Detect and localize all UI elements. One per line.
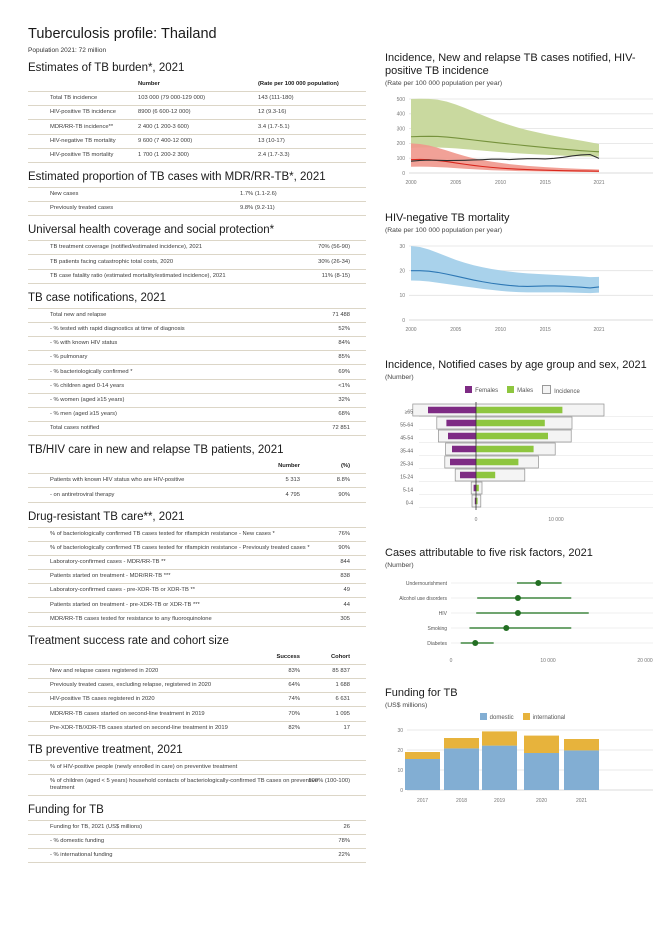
chart-age-sex-pyramid <box>385 359 660 528</box>
row-label: - % pulmonary <box>50 354 88 361</box>
domestic-bar <box>482 746 517 790</box>
estimate-dot <box>472 640 478 646</box>
row-label: - % international funding <box>50 852 113 859</box>
row-label: Laboratory-confirmed cases - MDR/RR-TB ** <box>50 559 166 566</box>
row-label: % of bacteriologically confirmed TB cases tested for rifampicin resistance - Previously treated cases * <box>50 544 310 551</box>
axis-label: ≥65 <box>404 409 413 416</box>
females-bar <box>452 446 476 453</box>
section-preventive <box>28 744 366 796</box>
international-bar <box>482 731 517 745</box>
cell-value: 90% <box>338 544 350 551</box>
legend-item: domestic <box>480 713 514 721</box>
legend-item: Males <box>507 386 533 394</box>
table-row <box>28 821 366 835</box>
table-row <box>28 380 366 394</box>
males-bar <box>476 472 495 479</box>
cell-value: 74% <box>288 696 300 703</box>
table-row <box>28 707 366 721</box>
table-row <box>28 106 366 120</box>
row-label: Total new and relapse <box>50 311 107 318</box>
table-row <box>28 149 366 163</box>
table-row <box>28 351 366 365</box>
cell-value: 9.8% (9.2-11) <box>240 205 275 212</box>
cell-value: 1 095 <box>335 710 350 717</box>
legend-item: Females <box>465 386 498 394</box>
females-bar <box>446 420 476 427</box>
row-label: New cases <box>50 191 79 198</box>
chart-column <box>385 52 660 831</box>
axis-label: Diabetes <box>427 640 447 647</box>
axis-label: 10 000 <box>540 658 556 664</box>
row-label: Patients with known HIV status who are HIV-positive <box>50 477 185 484</box>
section-heading: Treatment success rate and cohort size <box>28 634 229 647</box>
axis-label: 2020 <box>535 798 548 804</box>
table-row <box>28 202 366 216</box>
cell-value: (Rate per 100 000 population) <box>258 81 339 87</box>
table-row <box>28 613 366 627</box>
cell-value: 11% (8-15) <box>321 272 350 279</box>
axis-label: 0 <box>474 517 478 523</box>
table-row <box>28 188 366 202</box>
cell-value: 90% <box>338 491 350 498</box>
axis-label: 2021 <box>575 798 588 804</box>
table-row <box>28 584 366 598</box>
axis-label: 5-14 <box>402 487 413 494</box>
table-row <box>28 135 366 149</box>
chart-risk-factors <box>385 547 660 668</box>
axis-label: 15-24 <box>400 474 413 481</box>
cell-value: 52% <box>338 326 350 333</box>
legend-swatch-icon <box>542 385 551 394</box>
charts <box>385 52 660 812</box>
table-row <box>28 255 366 269</box>
table-row <box>28 270 366 284</box>
axis-label: 0 <box>400 787 403 794</box>
axis-label: 25-34 <box>400 461 413 468</box>
chart-title: Funding for TB <box>385 687 458 699</box>
axis-label: 2021 <box>593 327 605 333</box>
chart-title: Cases attributable to five risk factors, 2021 <box>385 547 593 559</box>
estimate-dot <box>503 625 509 631</box>
cell-value: 1 688 <box>335 682 350 689</box>
table-row <box>28 309 366 323</box>
international-bar <box>405 752 440 759</box>
row-label: MDR/RR-TB incidence** <box>50 123 114 130</box>
chart-subtitle: (Rate per 100 000 population per year) <box>385 227 503 234</box>
column-headers <box>28 78 366 91</box>
section-heading: Funding for TB <box>28 803 104 816</box>
column-headers <box>28 651 366 664</box>
left-column <box>28 26 366 863</box>
cell-value: 85% <box>338 354 350 361</box>
table-row <box>28 570 366 584</box>
section-drtb <box>28 511 366 627</box>
table-row <box>28 542 366 556</box>
axis-label: 2021 <box>593 180 605 186</box>
domestic-bar <box>564 750 599 790</box>
row-label: Pre-XDR-TB/XDR-TB cases started on second-line treatment in 2019 <box>50 724 228 731</box>
table-row <box>28 241 366 255</box>
cell-value: 64% <box>288 682 300 689</box>
age-sex-pyramid-plot <box>385 398 657 528</box>
row-label: MDR/RR-TB cases started on second-line treatment in 2019 <box>50 710 205 717</box>
cell-value: 32% <box>338 396 350 403</box>
row-label: Laboratory-confirmed cases - pre-XDR-TB or XDR-TB ** <box>50 587 195 594</box>
axis-label: 20 <box>397 747 403 754</box>
table-row <box>28 488 366 502</box>
cell-value: 305 <box>340 615 350 622</box>
page-title: Tuberculosis profile: Thailand <box>28 26 217 42</box>
females-bar <box>448 433 476 440</box>
row-label: New and relapse cases registered in 2020 <box>50 668 159 674</box>
axis-label: 0-4 <box>405 500 413 507</box>
left-sections <box>28 62 366 863</box>
cell-value: 2 400 (1 200-3 600) <box>138 123 189 130</box>
axis-label: 35-44 <box>400 448 413 455</box>
cell-value: 100% (100-100) <box>308 778 350 785</box>
estimate-dot <box>515 610 521 616</box>
chart-title: Incidence, Notified cases by age group and sex, 2021 <box>385 359 647 371</box>
row-label: TB treatment coverage (notified/estimated incidence), 2021 <box>50 244 203 251</box>
cell-value: 69% <box>338 368 350 375</box>
axis-label: 2019 <box>493 798 506 804</box>
row-label: TB patients facing catastrophic total costs, 2020 <box>50 258 174 265</box>
males-bar <box>476 446 534 453</box>
table-row <box>28 394 366 408</box>
axis-label: HIV <box>438 610 447 617</box>
males-bar <box>476 485 479 492</box>
axis-label: 20 000 <box>637 658 653 664</box>
females-bar <box>450 459 476 466</box>
table-row <box>28 422 366 436</box>
table-row <box>28 598 366 612</box>
row-label: - on antiretroviral therapy <box>50 491 115 498</box>
axis-label: 100 <box>396 156 405 162</box>
cell-value: 8.8% <box>336 477 350 484</box>
cell-value: 72 851 <box>332 425 350 432</box>
row-label: Previously treated cases <box>50 205 114 212</box>
males-bar <box>476 420 545 427</box>
axis-label: 300 <box>396 126 405 133</box>
axis-label: 2017 <box>416 798 429 804</box>
cell-value: 1 700 (1 200-2 300) <box>138 151 189 158</box>
males-bar <box>476 433 548 440</box>
table-row <box>28 679 366 693</box>
cell-value: 82% <box>288 724 300 731</box>
section-uhc <box>28 224 366 284</box>
section-treatment-success <box>28 635 366 736</box>
axis-label: Undernourishment <box>405 580 447 587</box>
cell-value: 85 837 <box>332 668 350 674</box>
row-label: TB case fatality ratio (estimated mortality/estimated incidence), 2021 <box>50 272 226 279</box>
axis-label: 2015 <box>539 180 551 186</box>
axis-label: 2015 <box>539 327 551 333</box>
cell-value: 30% (26-34) <box>318 258 350 265</box>
row-label: % of children (aged < 5 years) household contacts of bacteriologically-confirmed TB cases on preventive treatment <box>50 778 318 791</box>
row-label: % of bacteriologically confirmed TB cases tested for rifampicin resistance - New cases * <box>50 530 275 537</box>
axis-label: Smoking <box>427 625 447 632</box>
table-row <box>28 92 366 106</box>
row-label: MDR/RR-TB cases tested for resistance to any fluoroquinolone <box>50 615 212 622</box>
table-row <box>28 693 366 707</box>
males-bar <box>476 459 518 466</box>
section-mdr-proportion <box>28 171 366 216</box>
chart-title: HIV-negative TB mortality <box>385 212 510 224</box>
international-bar <box>564 739 599 750</box>
cell-value: 84% <box>338 340 350 347</box>
chart-title: Incidence, New and relapse TB cases notified, HIV-positive TB incidence <box>385 52 636 77</box>
table-row <box>28 120 366 134</box>
population-note: Population 2021: 72 million <box>28 47 107 54</box>
axis-label: 2010 <box>494 327 507 333</box>
row-label: - % domestic funding <box>50 838 105 845</box>
mortality-trend-plot <box>385 238 657 340</box>
axis-label: 55-64 <box>400 422 413 429</box>
cell-value: 2.4 (1.7-3.3) <box>258 151 290 158</box>
section-heading: TB preventive treatment, 2021 <box>28 743 183 756</box>
uncertainty-band <box>411 99 599 157</box>
table-row <box>28 408 366 422</box>
section-heading: Universal health coverage and social protection* <box>28 224 275 237</box>
cell-value: 70% (56-90) <box>318 244 350 251</box>
legend-swatch-icon <box>480 713 487 720</box>
cell-value: 44 <box>343 601 350 608</box>
legend-swatch-icon <box>507 386 514 393</box>
cell-value: 3.4 (1.7-5.1) <box>258 123 290 130</box>
section-tbhiv <box>28 444 366 502</box>
chart-subtitle: (Rate per 100 000 population per year) <box>385 80 503 87</box>
axis-label: 0 <box>402 317 405 324</box>
axis-label: 10 <box>399 293 405 300</box>
cell-value: 26 <box>343 824 350 830</box>
axis-label: 30 <box>399 243 405 250</box>
legend-item: international <box>523 713 566 721</box>
table-row <box>28 556 366 570</box>
domestic-bar <box>524 753 559 790</box>
incidence-trend-plot <box>385 91 657 193</box>
females-bar <box>428 407 476 414</box>
section-notifications <box>28 292 366 437</box>
row-label: Patients started on treatment - MDR/RR-TB *** <box>50 573 171 580</box>
estimate-dot <box>515 595 521 601</box>
cell-value: 143 (111-180) <box>258 95 294 102</box>
chart-subtitle: (Number) <box>385 374 414 381</box>
chart-legend <box>385 385 660 395</box>
cell-value: Number <box>138 81 160 87</box>
chart-subtitle: (US$ millions) <box>385 702 428 709</box>
cell-value: 12 (9.3-16) <box>258 109 287 116</box>
column-headers <box>28 460 366 473</box>
row-label: - % tested with rapid diagnostics at time of diagnosis <box>50 326 185 333</box>
table-row <box>28 528 366 542</box>
axis-label: 2005 <box>450 327 462 333</box>
chart-incidence-trend <box>385 52 660 193</box>
row-label: - % women (aged ≥15 years) <box>50 396 125 403</box>
cell-value: <1% <box>338 382 350 389</box>
table-row <box>28 665 366 679</box>
table-row <box>28 365 366 379</box>
cell-value: 70% <box>288 710 300 717</box>
table-row <box>28 849 366 863</box>
axis-label: 0 <box>449 658 453 664</box>
axis-label: 20 <box>399 268 405 275</box>
row-label: % of HIV-positive people (newly enrolled in care) on preventive treatment <box>50 763 238 770</box>
axis-label: 200 <box>396 141 405 148</box>
section-heading: TB case notifications, 2021 <box>28 291 167 304</box>
risk-factors-plot <box>385 573 657 668</box>
domestic-bar <box>444 748 479 790</box>
axis-label: 2005 <box>450 180 462 186</box>
cell-value: 68% <box>338 411 350 418</box>
section-funding-table <box>28 804 366 864</box>
chart-mortality-trend <box>385 212 660 340</box>
cell-value: 71 488 <box>332 311 350 318</box>
cell-value: 83% <box>288 668 300 674</box>
axis-label: 2000 <box>405 180 417 186</box>
domestic-bar <box>405 759 440 790</box>
cell-value: 76% <box>338 530 350 537</box>
international-bar <box>524 736 559 753</box>
table-row <box>28 337 366 351</box>
row-label: - % children aged 0-14 years <box>50 382 125 389</box>
axis-label: 0 <box>402 170 405 177</box>
cell-value: 9 600 (7 400-12 000) <box>138 137 193 144</box>
section-heading: TB/HIV care in new and relapse TB patients, 2021 <box>28 444 284 457</box>
cell-value: Success <box>276 653 300 660</box>
legend-item: Incidence <box>542 385 580 395</box>
row-label: HIV-positive TB mortality <box>50 151 114 158</box>
row-label: Total cases notified <box>50 425 100 432</box>
axis-label: 2010 <box>494 180 507 186</box>
axis-label: 10 <box>397 767 403 774</box>
cell-value: 13 (10-17) <box>258 137 285 144</box>
cell-value: 8900 (6 600-12 000) <box>138 109 191 116</box>
row-label: - % men (aged ≥15 years) <box>50 411 117 418</box>
row-label: Previously treated cases, excluding relapse, registered in 2020 <box>50 682 212 689</box>
row-label: HIV-positive TB incidence <box>50 109 116 116</box>
row-label: Funding for TB, 2021 (US$ millions) <box>50 824 143 830</box>
legend-swatch-icon <box>523 713 530 720</box>
chart-funding-bars <box>385 687 660 812</box>
international-bar <box>444 738 479 748</box>
section-heading: Drug-resistant TB care**, 2021 <box>28 510 185 523</box>
chart-subtitle: (Number) <box>385 562 414 569</box>
cell-value: (%) <box>340 463 350 470</box>
axis-label: 400 <box>396 111 405 118</box>
cell-value: 17 <box>343 724 350 731</box>
table-row <box>28 775 366 796</box>
cell-value: 78% <box>338 838 350 845</box>
table-row <box>28 323 366 337</box>
axis-label: 10 000 <box>548 517 564 523</box>
cell-value: 49 <box>343 587 350 594</box>
cell-value: 5 313 <box>285 477 300 484</box>
cell-value: 4 795 <box>285 491 300 498</box>
axis-label: 2000 <box>405 327 417 333</box>
row-label: Patients started on treatment - pre-XDR-TB or XDR-TB *** <box>50 601 200 608</box>
axis-label: Alcohol use disorders <box>399 595 447 602</box>
estimate-dot <box>535 580 541 586</box>
legend-swatch-icon <box>465 386 472 393</box>
cell-value: 1.7% (1.1-2.6) <box>240 191 277 198</box>
axis-label: 30 <box>397 727 403 734</box>
cell-value: 844 <box>340 559 350 566</box>
section-burden <box>28 62 366 163</box>
row-label: - % with known HIV status <box>50 340 118 347</box>
row-label: HIV-positive TB cases registered in 2020 <box>50 696 155 703</box>
males-bar <box>476 407 562 414</box>
table-row <box>28 835 366 849</box>
females-bar <box>460 472 476 479</box>
axis-label: 2018 <box>455 798 468 804</box>
cell-value: 6 631 <box>335 696 350 703</box>
uncertainty-band <box>411 246 599 293</box>
cell-value: 22% <box>338 852 350 859</box>
chart-legend <box>385 713 660 721</box>
cell-value: 103 000 (79 000-129 000) <box>138 95 206 102</box>
cell-value: 838 <box>340 573 350 580</box>
cell-value: Number <box>278 463 300 470</box>
row-label: - % bacteriologically confirmed * <box>50 368 133 375</box>
row-label: Total TB incidence <box>50 95 98 102</box>
table-row <box>28 474 366 488</box>
axis-label: 45-54 <box>400 435 413 442</box>
cell-value: Cohort <box>331 653 350 660</box>
section-heading: Estimates of TB burden*, 2021 <box>28 62 185 74</box>
funding-bars-plot <box>385 724 657 812</box>
row-label: HIV-negative TB mortality <box>50 137 116 144</box>
axis-label: 500 <box>396 96 405 103</box>
table-row <box>28 722 366 736</box>
table-row <box>28 761 366 775</box>
section-heading: Estimated proportion of TB cases with MDR/RR-TB*, 2021 <box>28 170 326 183</box>
